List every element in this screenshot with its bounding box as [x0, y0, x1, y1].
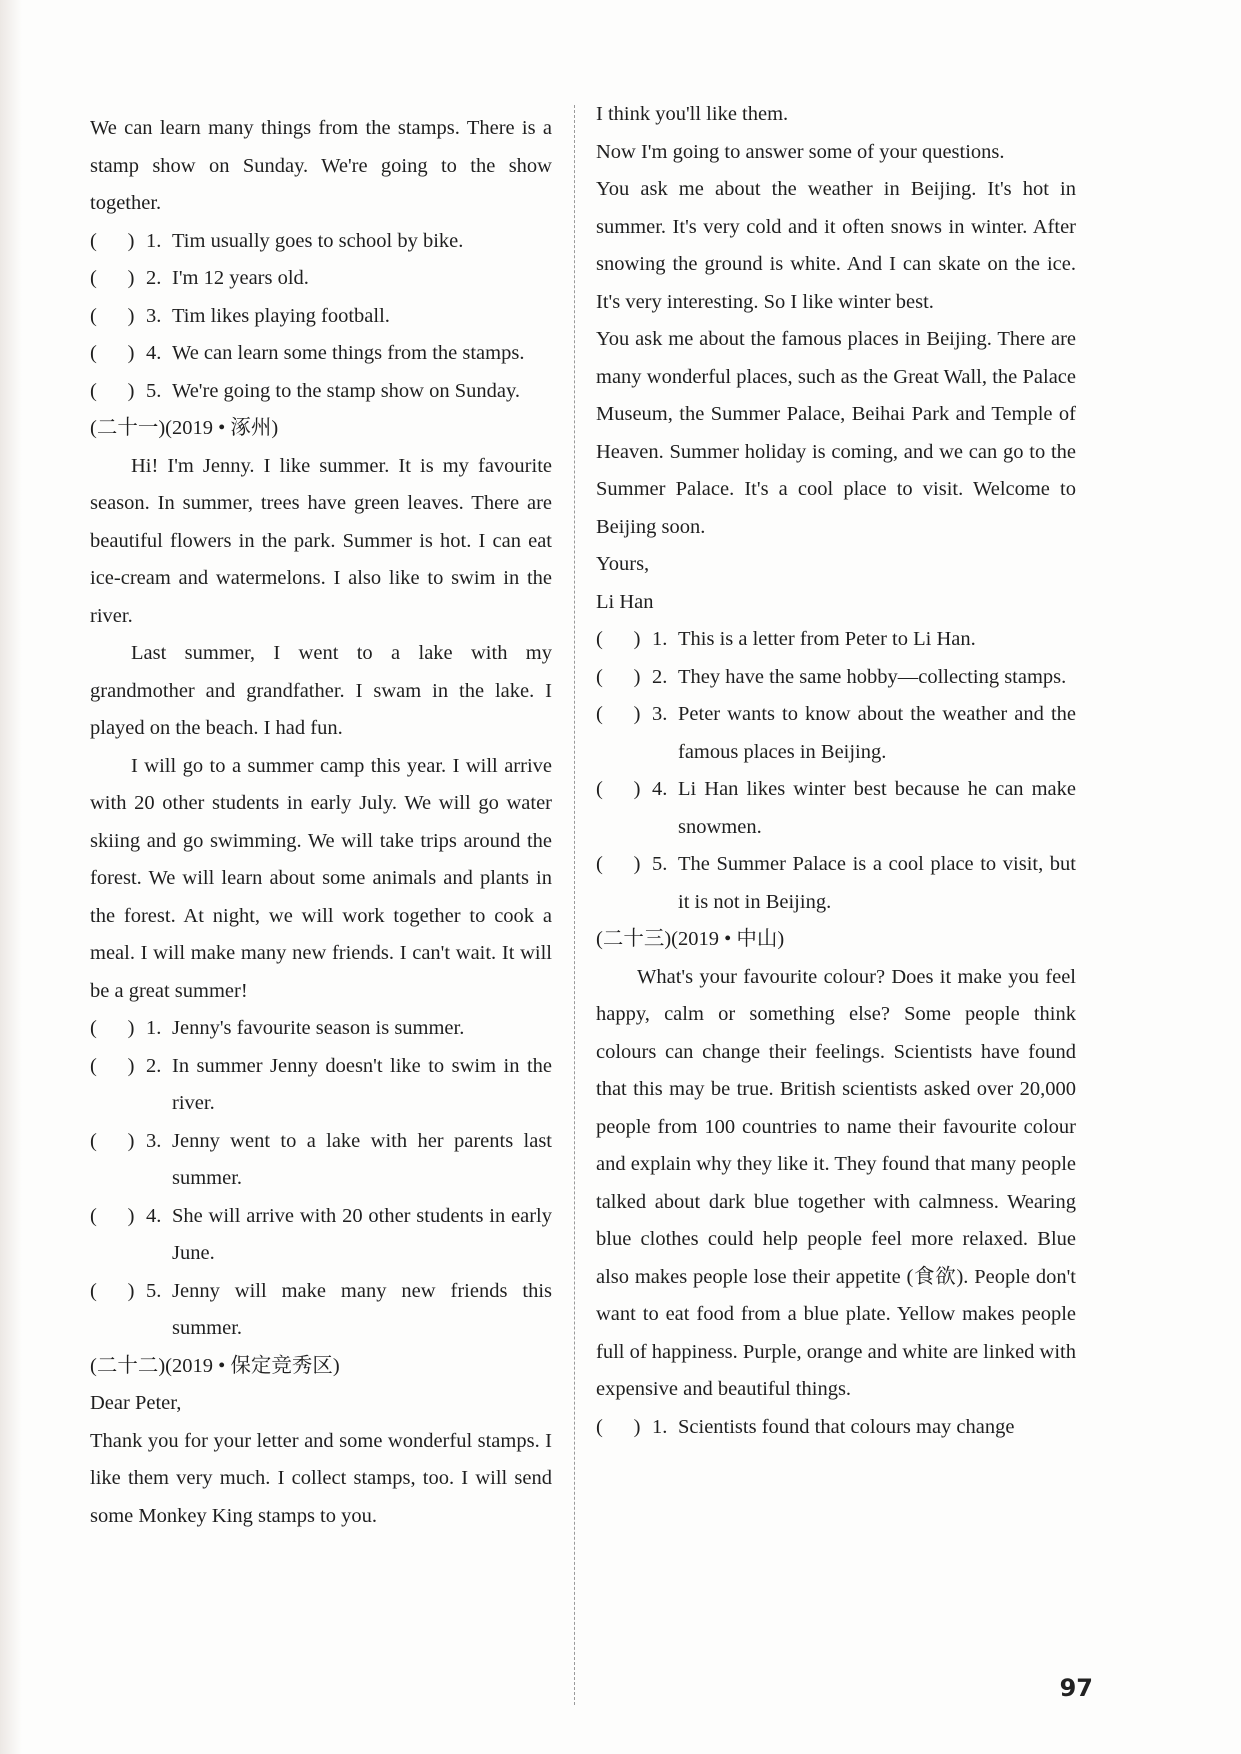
- question-item: [596, 659, 1076, 697]
- question-item: [596, 846, 1076, 921]
- question-text: Jenny's favourite season is summer.: [172, 1017, 465, 1039]
- passage-paragraph: Hi! I'm Jenny. I like summer. It is my favourite season. In summer, trees have green leaves. There are beautiful flowers in the park. Summer is hot. I can eat ice-cream and watermelons. I also like to swim in the river.: [90, 454, 552, 627]
- question-item: [90, 335, 552, 373]
- answer-blank[interactable]: ( ): [90, 342, 135, 364]
- question-item: [90, 223, 552, 261]
- questions-23: [596, 1409, 1076, 1447]
- letter-paragraph: Thank you for your letter and some wonderful stamps. I like them very much. I collect stamps, too. I will send some Monkey King stamps to you.: [90, 1429, 552, 1527]
- question-number: 2.: [146, 1054, 162, 1077]
- answer-blank[interactable]: ( ): [596, 703, 641, 725]
- answer-blank[interactable]: ( ): [90, 1017, 135, 1039]
- question-number: 1.: [146, 229, 162, 252]
- question-item: [596, 621, 1076, 659]
- question-text: Tim usually goes to school by bike.: [172, 229, 464, 252]
- passage-20-ending: We can learn many things from the stamps. There is a stamp show on Sunday. We're going to the show together.: [90, 117, 552, 214]
- question-item: [596, 1409, 1076, 1447]
- question-text: Peter wants to know about the weather and the famous places in Beijing.: [678, 703, 1076, 763]
- answer-blank[interactable]: ( ): [596, 1415, 641, 1438]
- page-edge-shadow: [0, 0, 22, 1754]
- question-number: 1.: [652, 628, 668, 650]
- question-item: [90, 1123, 552, 1198]
- letter-paragraph: Now I'm going to answer some of your questions.: [596, 140, 1005, 163]
- question-text: Tim likes playing football.: [172, 304, 390, 327]
- question-number: 5.: [146, 379, 162, 402]
- letter-paragraph: You ask me about the famous places in Beijing. There are many wonderful places, such as the Great Wall, the Palace Museum, the Summer Palace, Beihai Park and Temple of Heaven. Summer holiday is coming, and we can go to the Summer Palace. It's a cool place to visit. Welcome to Beijing soon.: [596, 328, 1076, 538]
- question-text: She will arrive with 20 other students in early June.: [172, 1204, 552, 1264]
- letter-salutation: Dear Peter,: [90, 1392, 182, 1414]
- answer-blank[interactable]: ( ): [90, 379, 135, 402]
- section-heading-23: (二十三)(2019 • 中山): [596, 928, 785, 950]
- answer-blank[interactable]: ( ): [90, 304, 135, 327]
- answer-blank[interactable]: ( ): [90, 1129, 135, 1152]
- question-item: [596, 771, 1076, 846]
- page-number: 97: [1059, 1674, 1093, 1702]
- left-column: [90, 110, 552, 1535]
- answer-blank[interactable]: ( ): [90, 229, 135, 252]
- question-item: [90, 373, 552, 411]
- question-item: [90, 260, 552, 298]
- question-number: 2.: [652, 665, 668, 688]
- questions-21: [90, 1010, 552, 1348]
- question-text: We're going to the stamp show on Sunday.: [172, 379, 521, 402]
- answer-blank[interactable]: ( ): [90, 1054, 135, 1077]
- question-number: 3.: [652, 703, 668, 725]
- question-text: Jenny will make many new friends this summer.: [172, 1279, 552, 1339]
- section-heading-21: (二十一)(2019 • 涿州): [90, 417, 279, 439]
- answer-blank[interactable]: ( ): [90, 267, 135, 289]
- question-text: We can learn some things from the stamps.: [172, 342, 525, 364]
- question-item: [90, 1048, 552, 1123]
- column-divider: [574, 105, 575, 1705]
- question-text: The Summer Palace is a cool place to visit, but it is not in Beijing.: [678, 853, 1076, 913]
- question-number: 4.: [652, 778, 668, 800]
- question-number: 2.: [146, 267, 162, 289]
- letter-paragraph: You ask me about the weather in Beijing. It's hot in summer. It's very cold and it often snows in winter. After snowing the ground is white. And I can skate on the ice. It's very interesting. So I like winter best.: [596, 178, 1076, 313]
- questions-22: [596, 621, 1076, 921]
- answer-blank[interactable]: ( ): [596, 665, 641, 688]
- question-text: Scientists found that colours may change: [678, 1415, 1015, 1438]
- section-heading-22: (二十二)(2019 • 保定竞秀区): [90, 1354, 340, 1377]
- answer-blank[interactable]: ( ): [596, 853, 641, 875]
- question-number: 1.: [146, 1017, 162, 1039]
- question-item: [596, 696, 1076, 771]
- passage-paragraph: Last summer, I went to a lake with my grandmother and grandfather. I swam in the lake. I played on the beach. I had fun.: [90, 642, 552, 739]
- questions-20: [90, 223, 552, 411]
- question-text: I'm 12 years old.: [172, 267, 309, 289]
- question-number: 1.: [652, 1415, 668, 1438]
- letter-signature: Li Han: [596, 590, 654, 613]
- question-text: Jenny went to a lake with her parents last summer.: [172, 1129, 552, 1189]
- question-item: [90, 1198, 552, 1273]
- question-text: Li Han likes winter best because he can make snowmen.: [678, 778, 1076, 838]
- question-text: This is a letter from Peter to Li Han.: [678, 628, 976, 650]
- right-column: [596, 96, 1076, 1446]
- answer-blank[interactable]: ( ): [90, 1279, 135, 1302]
- passage-paragraph: I will go to a summer camp this year. I will arrive with 20 other students in early July. We will go water skiing and go swimming. We will take trips around the forest. We will learn about some animals and plants in the forest. At night, we will work together to cook a meal. I will make many new friends. I can't wait. It will be a great summer!: [90, 754, 552, 1002]
- question-item: [90, 1273, 552, 1348]
- question-number: 3.: [146, 304, 162, 327]
- question-number: 5.: [146, 1279, 162, 1302]
- question-text: They have the same hobby—collecting stamps.: [678, 665, 1067, 688]
- question-number: 4.: [146, 342, 162, 364]
- question-item: [90, 298, 552, 336]
- answer-blank[interactable]: ( ): [90, 1204, 135, 1227]
- letter-paragraph: I think you'll like them.: [596, 103, 789, 125]
- question-item: [90, 1010, 552, 1048]
- question-text: In summer Jenny doesn't like to swim in the river.: [172, 1054, 552, 1114]
- question-number: 5.: [652, 853, 668, 875]
- answer-blank[interactable]: ( ): [596, 778, 641, 800]
- question-number: 3.: [146, 1129, 162, 1152]
- passage-paragraph: What's your favourite colour? Does it make you feel happy, calm or something else? Some people think colours can change their feelings. Scientists have found that this may be true. British scientists asked over 20,000 people from 100 countries to name their favourite colour and explain why they like it. They found that many people talked about dark blue together with calmness. Wearing blue clothes could help people feel more relaxed. Blue also makes people lose their appetite (食欲). People don't want to eat food from a blue plate. Yellow makes people full of happiness. Purple, orange and white are linked with expensive and beautiful things.: [596, 965, 1076, 1400]
- answer-blank[interactable]: ( ): [596, 628, 641, 650]
- question-number: 4.: [146, 1204, 162, 1227]
- letter-closing: Yours,: [596, 553, 650, 575]
